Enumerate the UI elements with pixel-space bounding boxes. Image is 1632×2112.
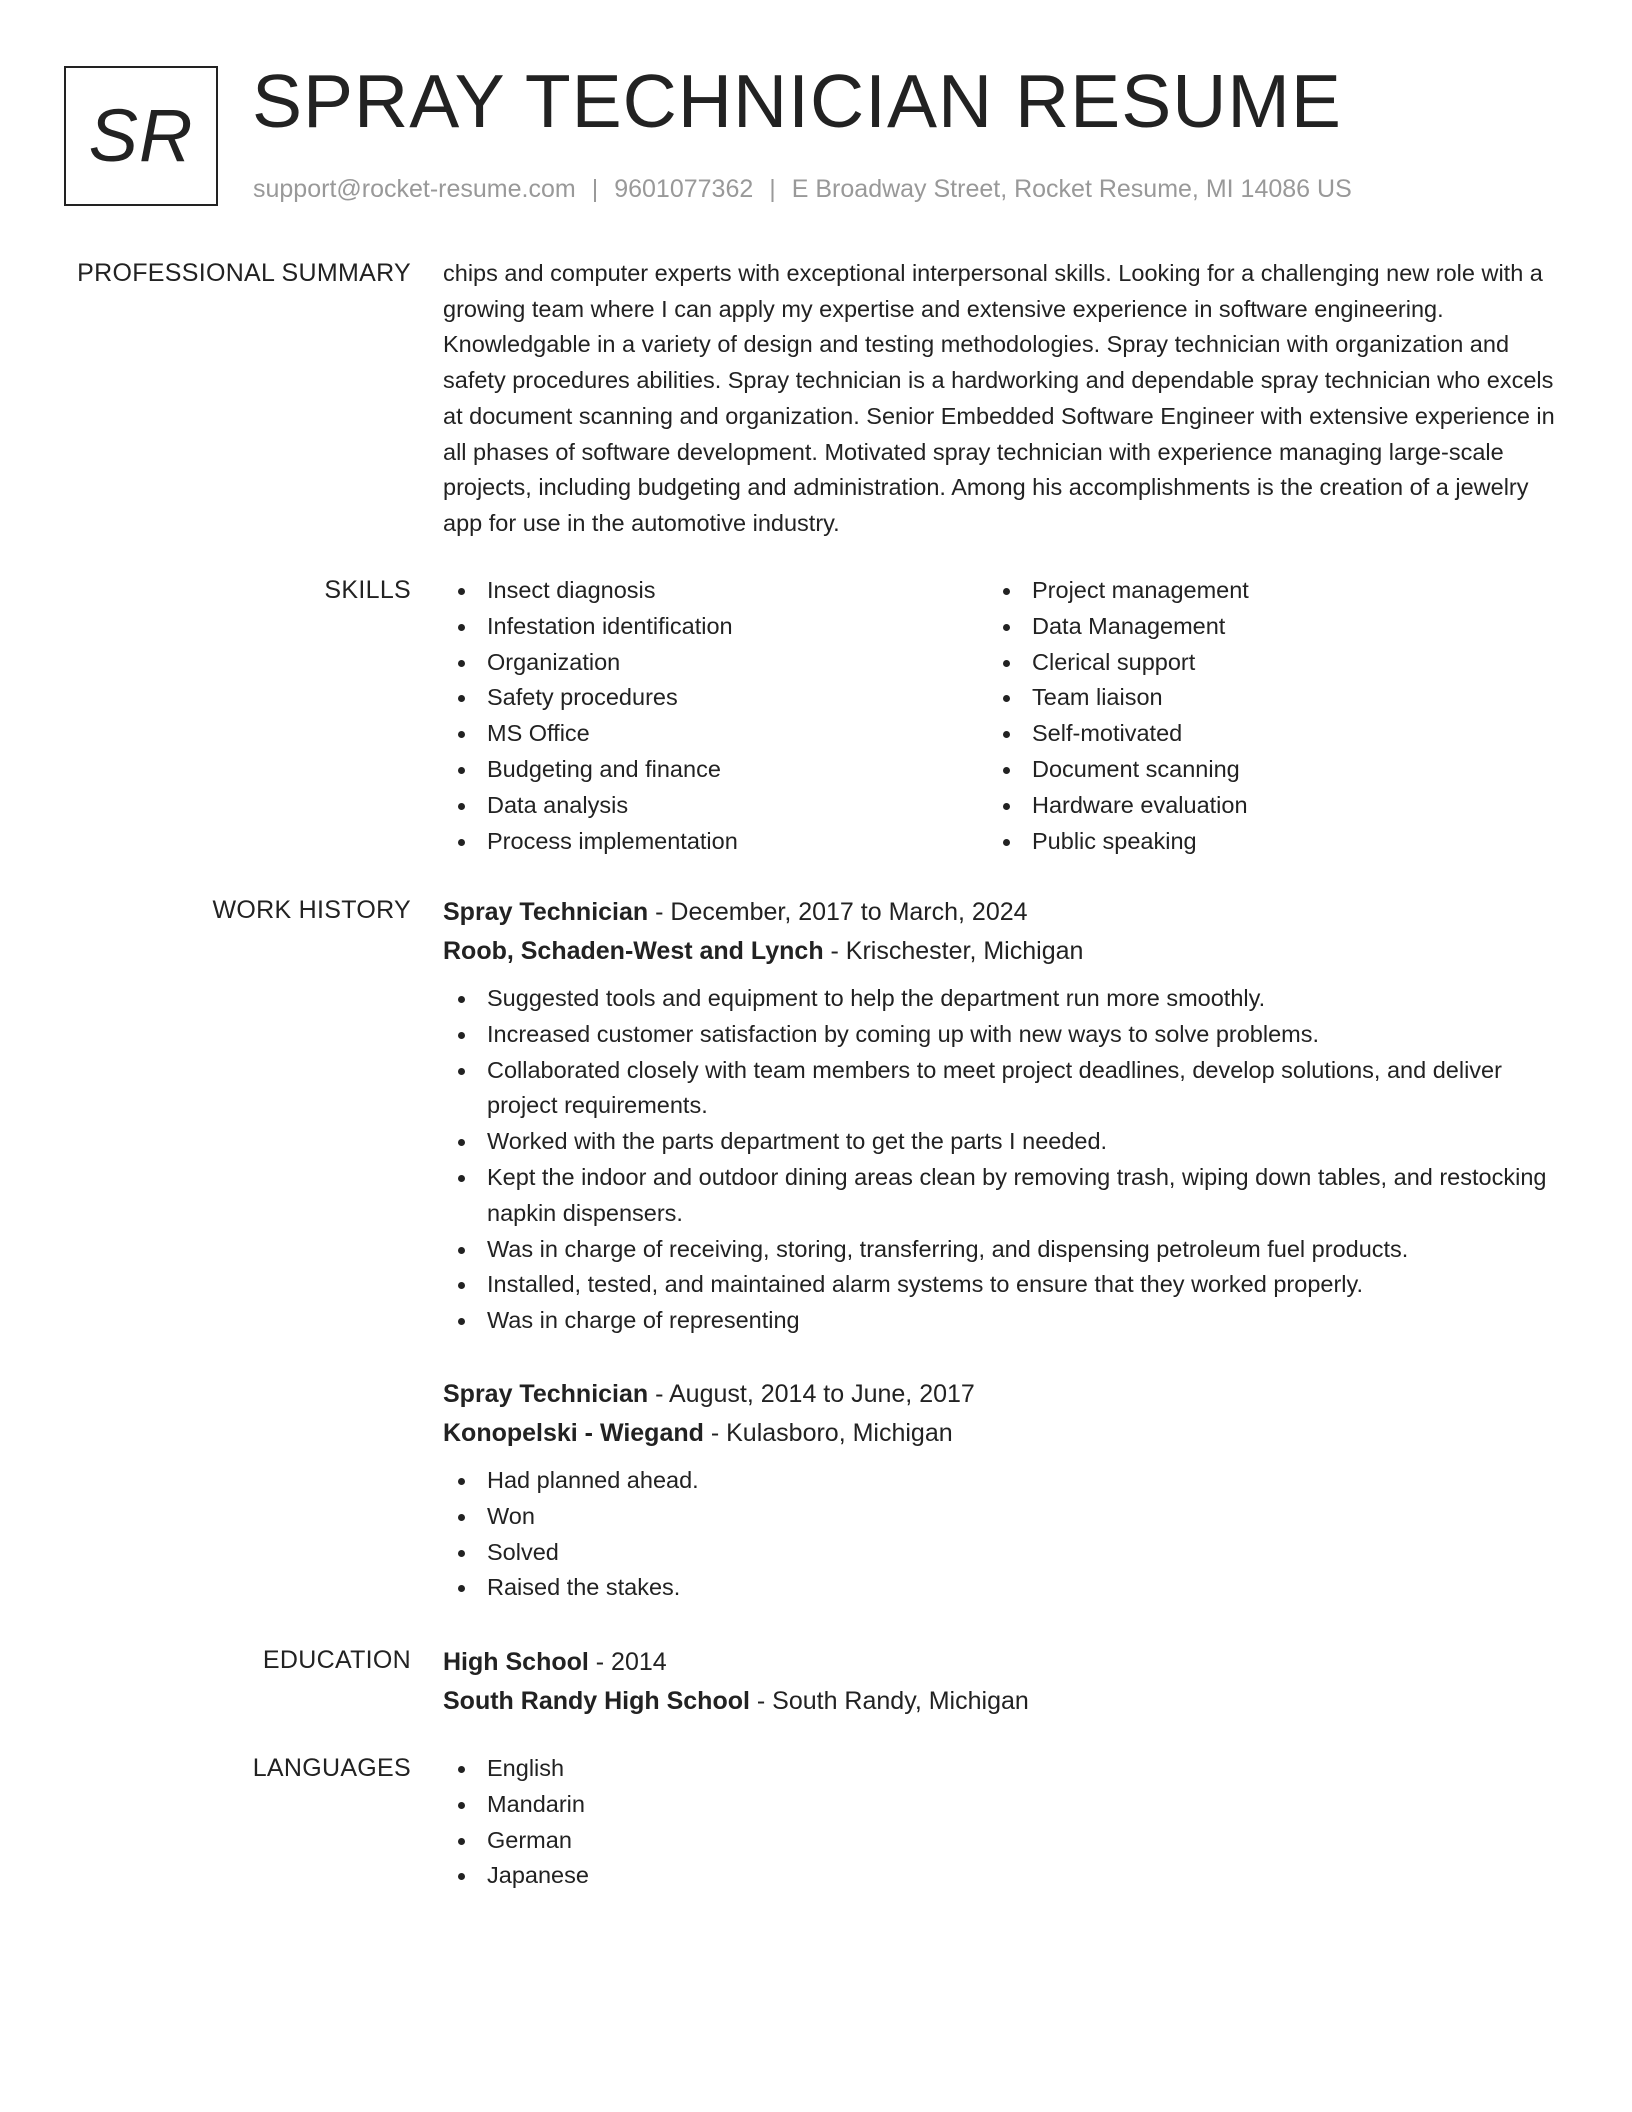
section-label-summary: PROFESSIONAL SUMMARY xyxy=(77,259,411,287)
education-body xyxy=(443,1643,1563,1721)
job-duty-item: Suggested tools and equipment to help the department run more smoothly. xyxy=(443,981,1563,1017)
skill-item: Document scanning xyxy=(988,752,1533,788)
languages-body xyxy=(443,1751,1563,1894)
contact-address: E Broadway Street, Rocket Resume, MI 14086 US xyxy=(791,175,1352,203)
job-company-line xyxy=(443,932,1563,971)
job-duty-item: Installed, tested, and maintained alarm systems to ensure that they worked properly. xyxy=(443,1267,1563,1303)
job-duty-item: Collaborated closely with team members to meet project deadlines, develop solutions, and deliver project requirements. xyxy=(443,1053,1563,1125)
summary-text: chips and computer experts with exceptional interpersonal skills. Looking for a challenging new role with a growing team where I can apply my expertise and extensive experience in software engineering. Knowledgable in a variety of design and testing methodologies. Spray technician with organization and safety procedures abilities. Spray technician is a hardworking and dependable spray technician who excels at document scanning and organization. Senior Embedded Software Engineer with extensive experience in all phases of software development. Motivated spray technician with experience managing large-scale projects, including budgeting and administration. Among his accomplishments is the creation of a jewelry app for use in the automotive industry. xyxy=(443,260,1555,536)
job-dates: - December, 2017 to March, 2024 xyxy=(648,898,1028,926)
job-duty-item: Was in charge of representing xyxy=(443,1303,1563,1339)
job-title: Spray Technician xyxy=(443,1380,649,1408)
skill-item: Budgeting and finance xyxy=(443,752,988,788)
skill-item: Hardware evaluation xyxy=(988,788,1533,824)
education-year: - 2014 xyxy=(588,1648,667,1676)
education-school-line xyxy=(443,1682,1563,1721)
language-item: Mandarin xyxy=(443,1787,1563,1823)
job-duty-item: Had planned ahead. xyxy=(443,1463,1563,1499)
education-degree-line xyxy=(443,1643,1563,1682)
job-title-line xyxy=(443,893,1563,932)
job-company: Konopelski - Wiegand xyxy=(443,1419,704,1447)
job-duty-item: Was in charge of receiving, storing, transferring, and dispensing petroleum fuel products. xyxy=(443,1232,1563,1268)
skill-item: Data Management xyxy=(988,609,1533,645)
skill-item: Data analysis xyxy=(443,788,988,824)
job-company: Roob, Schaden-West and Lynch xyxy=(443,937,824,965)
skill-item: Infestation identification xyxy=(443,609,988,645)
skill-item: Team liaison xyxy=(988,680,1533,716)
summary-body xyxy=(443,256,1563,542)
job-entry xyxy=(443,1375,1563,1606)
skill-item: Project management xyxy=(988,573,1533,609)
skill-item: Public speaking xyxy=(988,824,1533,860)
contact-separator: | xyxy=(591,175,599,203)
resume-title: SPRAY TECHNICIAN RESUME xyxy=(252,59,1342,143)
monogram-box xyxy=(64,66,218,206)
education-school: South Randy High School xyxy=(443,1687,750,1715)
language-item: Japanese xyxy=(443,1858,1563,1894)
job-duty-item: Increased customer satisfaction by coming up with new ways to solve problems. xyxy=(443,1017,1563,1053)
section-label-languages: LANGUAGES xyxy=(252,1754,411,1782)
section-label-skills: SKILLS xyxy=(324,576,411,604)
contact-email[interactable]: support@rocket-resume.com xyxy=(253,175,576,203)
contact-line xyxy=(253,172,1352,206)
work-body xyxy=(443,893,1563,1601)
education-location: - South Randy, Michigan xyxy=(749,1687,1029,1715)
language-item: German xyxy=(443,1823,1563,1859)
job-duty-item: Won xyxy=(443,1499,1563,1535)
monogram-initials: SR xyxy=(88,94,194,177)
skills-list-left xyxy=(443,573,988,859)
section-label-work: WORK HISTORY xyxy=(212,896,411,924)
language-item: English xyxy=(443,1751,1563,1787)
job-duty-item: Solved xyxy=(443,1535,1563,1571)
section-label-education: EDUCATION xyxy=(262,1646,411,1674)
languages-list xyxy=(443,1751,1563,1894)
contact-phone[interactable]: 9601077362 xyxy=(614,175,754,203)
job-dates: - August, 2014 to June, 2017 xyxy=(648,1380,975,1408)
job-title: Spray Technician xyxy=(443,898,649,926)
job-duty-item: Worked with the parts department to get the parts I needed. xyxy=(443,1124,1563,1160)
job-duties-list xyxy=(443,1463,1563,1606)
job-duties-list xyxy=(443,981,1563,1339)
skill-item: Clerical support xyxy=(988,645,1533,681)
skill-item: Organization xyxy=(443,645,988,681)
contact-separator: | xyxy=(769,175,776,203)
job-location: - Kulasboro, Michigan xyxy=(703,1419,953,1447)
education-degree: High School xyxy=(443,1648,589,1676)
job-location: - Krischester, Michigan xyxy=(823,937,1084,965)
job-duty-item: Kept the indoor and outdoor dining areas clean by removing trash, wiping down tables, and restocking napkin dispensers. xyxy=(443,1160,1563,1232)
skill-item: Process implementation xyxy=(443,824,988,860)
skills-columns xyxy=(443,573,1563,859)
job-entry xyxy=(443,893,1563,1339)
job-title-line xyxy=(443,1375,1563,1414)
job-company-line xyxy=(443,1414,1563,1453)
skills-body xyxy=(443,573,1563,859)
skill-item: MS Office xyxy=(443,716,988,752)
skill-item: Insect diagnosis xyxy=(443,573,988,609)
skill-item: Safety procedures xyxy=(443,680,988,716)
skills-list-right xyxy=(988,573,1533,859)
job-duty-item: Raised the stakes. xyxy=(443,1570,1563,1606)
skill-item: Self-motivated xyxy=(988,716,1533,752)
